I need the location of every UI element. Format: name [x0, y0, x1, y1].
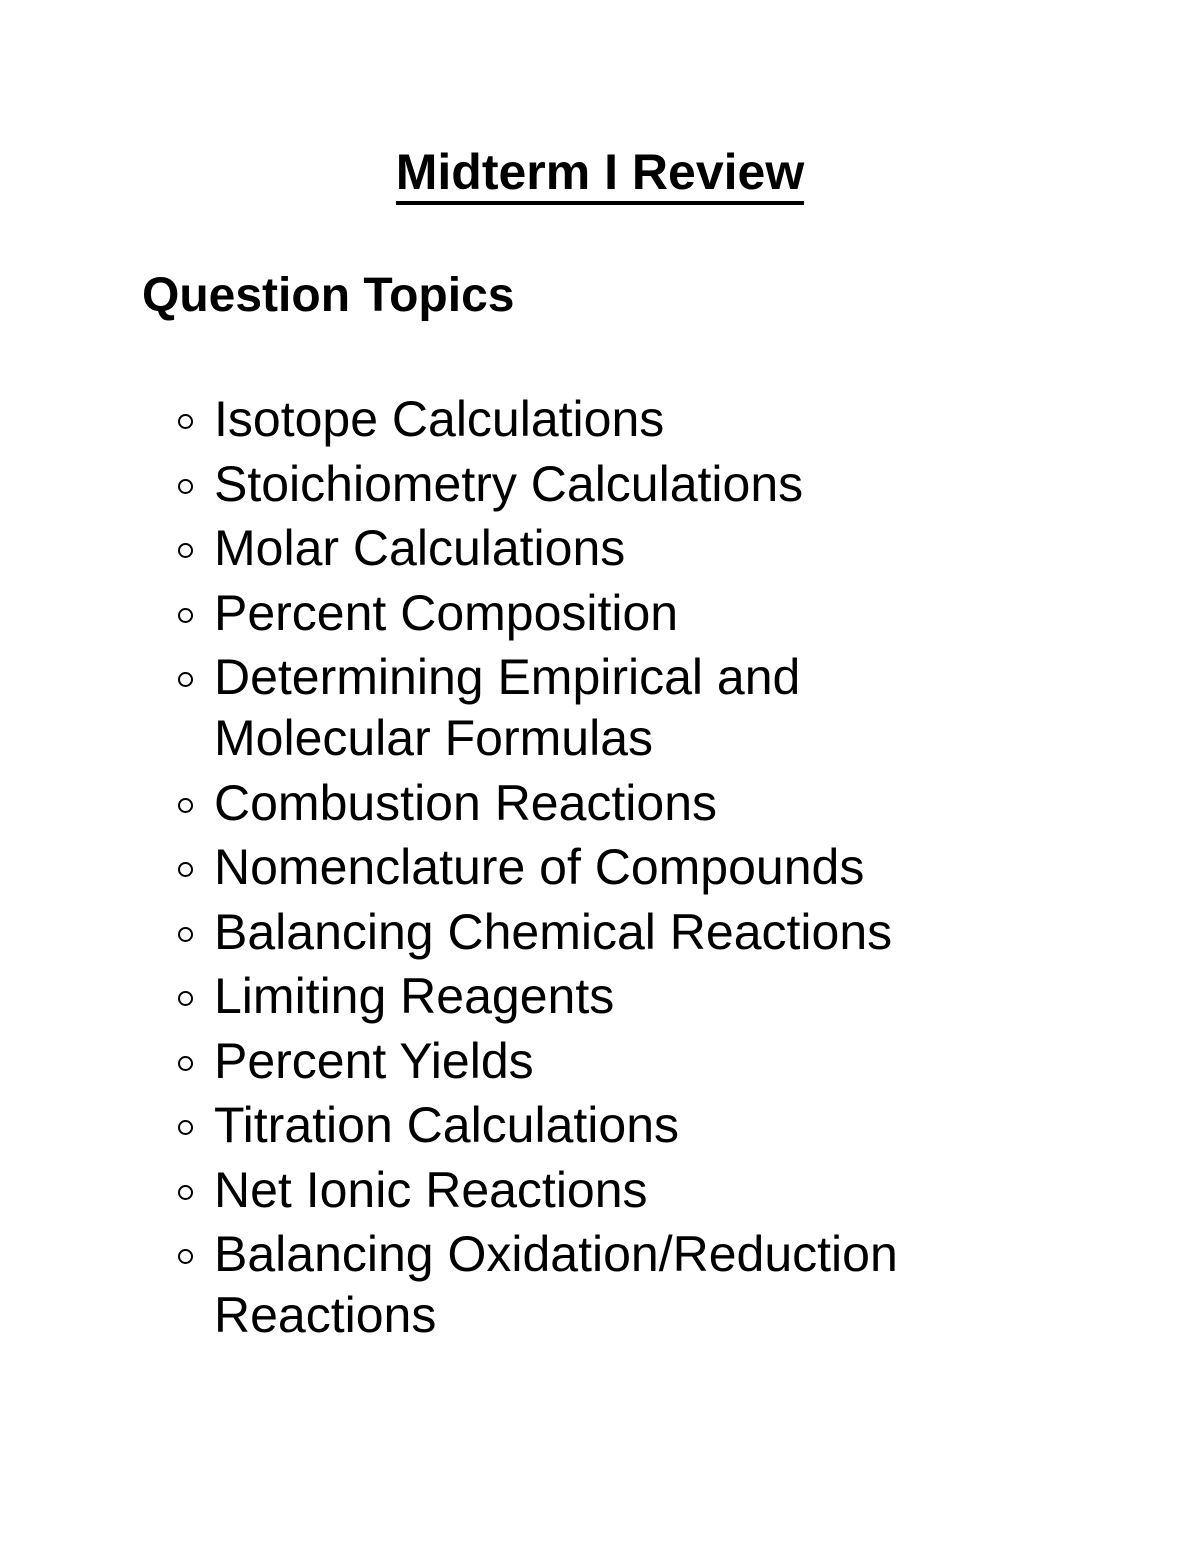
- section-heading: Question Topics: [142, 269, 515, 322]
- topic-text: Percent Yields: [214, 1032, 534, 1089]
- topic-list: [178, 389, 1078, 1350]
- list-item: [178, 1031, 774, 1092]
- list-item: [178, 1224, 1004, 1346]
- bullet-icon: [178, 1249, 193, 1264]
- list-item: [178, 966, 774, 1027]
- topic-text: Balancing Chemical Reactions: [214, 903, 893, 960]
- bullet-icon: [178, 798, 193, 813]
- bullet-icon: [178, 608, 193, 623]
- list-item: [178, 518, 774, 579]
- topic-text: Determining Empirical and Molecular Formulas: [214, 649, 801, 766]
- topic-text: Limiting Reagents: [214, 968, 615, 1024]
- list-item: [178, 389, 774, 450]
- list-item: [178, 837, 1074, 898]
- page-title-text: Midterm I Review: [396, 143, 804, 205]
- topic-text: Percent Composition: [214, 584, 679, 641]
- topic-text: Molar Calculations: [214, 520, 626, 576]
- topic-text: Titration Calculations: [214, 1097, 680, 1153]
- topic-text: Isotope Calculations: [214, 391, 665, 447]
- bullet-icon: [178, 672, 193, 687]
- list-item: [178, 1095, 834, 1156]
- bullet-icon: [178, 479, 193, 494]
- bullet-icon: [178, 1120, 193, 1135]
- bullet-icon: [178, 543, 193, 558]
- topic-text: Stoichiometry Calculations: [214, 455, 804, 512]
- list-item: [178, 647, 904, 769]
- list-item: [178, 902, 1074, 963]
- topic-text: Combustion Reactions: [214, 774, 718, 831]
- bullet-icon: [178, 1056, 193, 1071]
- bullet-icon: [178, 991, 193, 1006]
- bullet-icon: [178, 927, 193, 942]
- list-item: [178, 454, 1074, 515]
- page-title: [0, 140, 1200, 205]
- topic-text: Nomenclature of Compounds: [214, 839, 865, 895]
- list-item: [178, 583, 814, 644]
- topic-text: Net Ionic Reactions: [214, 1161, 648, 1218]
- topic-text: Balancing Oxidation/Reduction Reactions: [214, 1226, 898, 1343]
- bullet-icon: [178, 414, 193, 429]
- list-item: [178, 1160, 834, 1221]
- list-item: [178, 773, 894, 834]
- bullet-icon: [178, 862, 193, 877]
- bullet-icon: [178, 1185, 193, 1200]
